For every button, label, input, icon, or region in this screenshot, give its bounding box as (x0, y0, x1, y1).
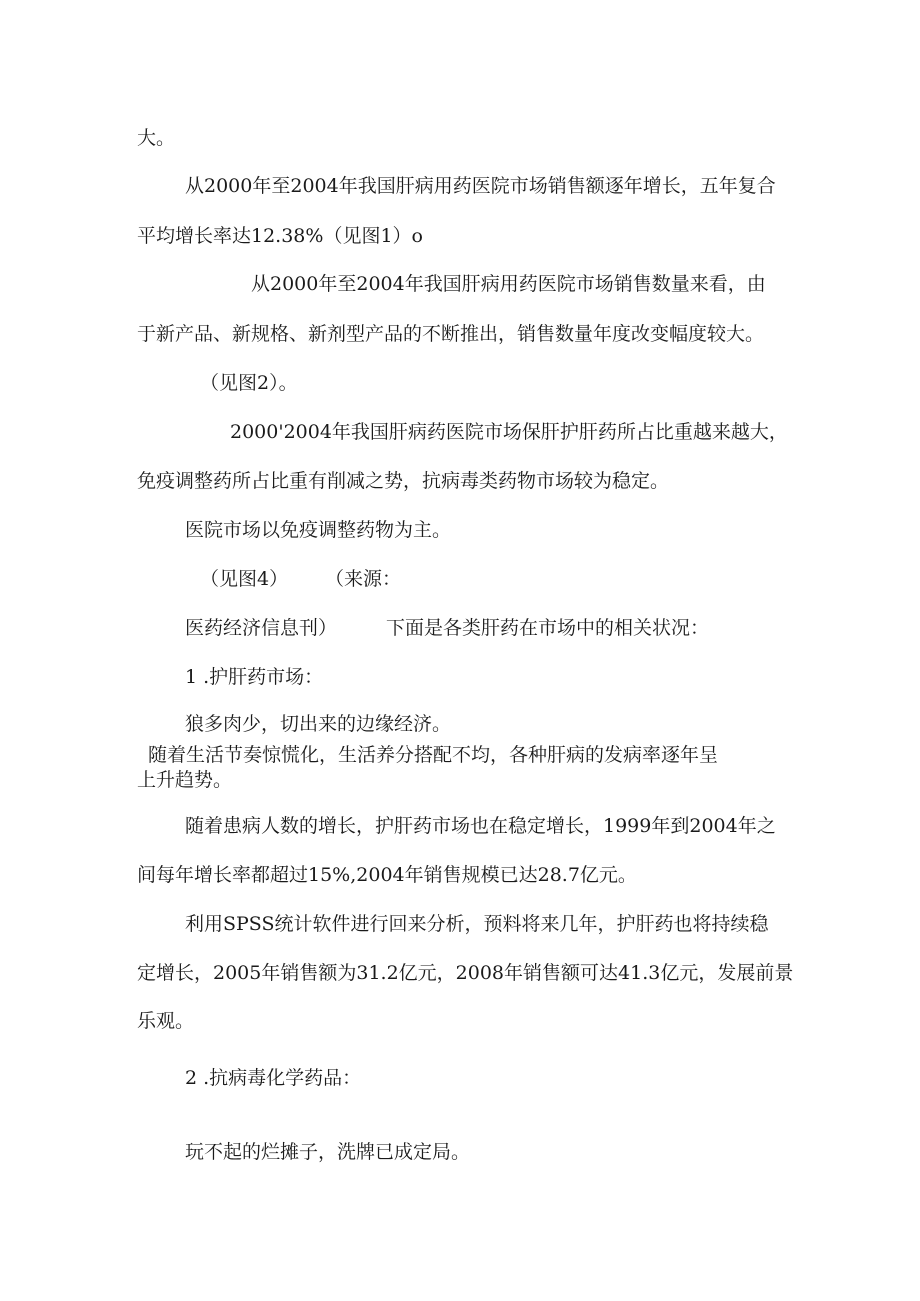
text-line: 从2000年至2004年我国肝病用药医院市场销售额逐年增长，五年复合 (185, 175, 776, 197)
text-line: 平均增长率达12.38%（见图1）o (137, 225, 423, 247)
text-line: （来源： (325, 568, 402, 590)
text-line: 上升趋势。 (137, 769, 233, 791)
text-line: 大。 (137, 127, 176, 149)
text-line: 医院市场以免疫调整药物为主。 (185, 519, 452, 541)
text-line: 免疫调整药所占比重有削减之势，抗病毒类药物市场较为稳定。 (137, 470, 670, 492)
text-line: 于新产品、新规格、新剂型产品的不断推出，销售数量年度改变幅度较大。 (137, 323, 765, 345)
text-line: 下面是各类肝药在市场中的相关状况： (386, 617, 710, 639)
text-line: 利用SPSS统计软件进行回来分析，预料将来几年，护肝药也将持续稳 (185, 913, 769, 935)
section-heading: 1 .护肝药市场： (185, 666, 324, 688)
text-line: 狼多肉少，切出来的边缘经济。 (185, 713, 452, 735)
text-line: 从2000年至2004年我国肝病用药医院市场销售数量来看，由 (251, 273, 766, 295)
text-line: 玩不起的烂摊子，洗牌已成定局。 (185, 1141, 471, 1163)
text-line: （见图4） (200, 568, 289, 590)
text-line: 2000'2004年我国肝病药医院市场保肝护肝药所占比重越来越大， (230, 421, 788, 443)
text-line: 医药经济信息刊） (185, 617, 338, 639)
text-line: 定增长，2005年销售额为31.2亿元，2008年销售额可达41.3亿元，发展前景 (137, 962, 794, 984)
text-line: 随着生活节奏惊慌化，生活养分搭配不均，各种肝病的发病率逐年呈 (148, 744, 719, 766)
text-line: 乐观。 (137, 1010, 195, 1032)
text-line: 随着患病人数的增长，护肝药市场也在稳定增长，1999年到2004年之 (185, 815, 776, 837)
text-line: 间每年增长率都超过15%,2004年销售规模已达28.7亿元。 (137, 864, 637, 886)
section-heading: 2 .抗病毒化学药品： (185, 1067, 362, 1089)
text-line: （见图2）。 (200, 372, 298, 394)
